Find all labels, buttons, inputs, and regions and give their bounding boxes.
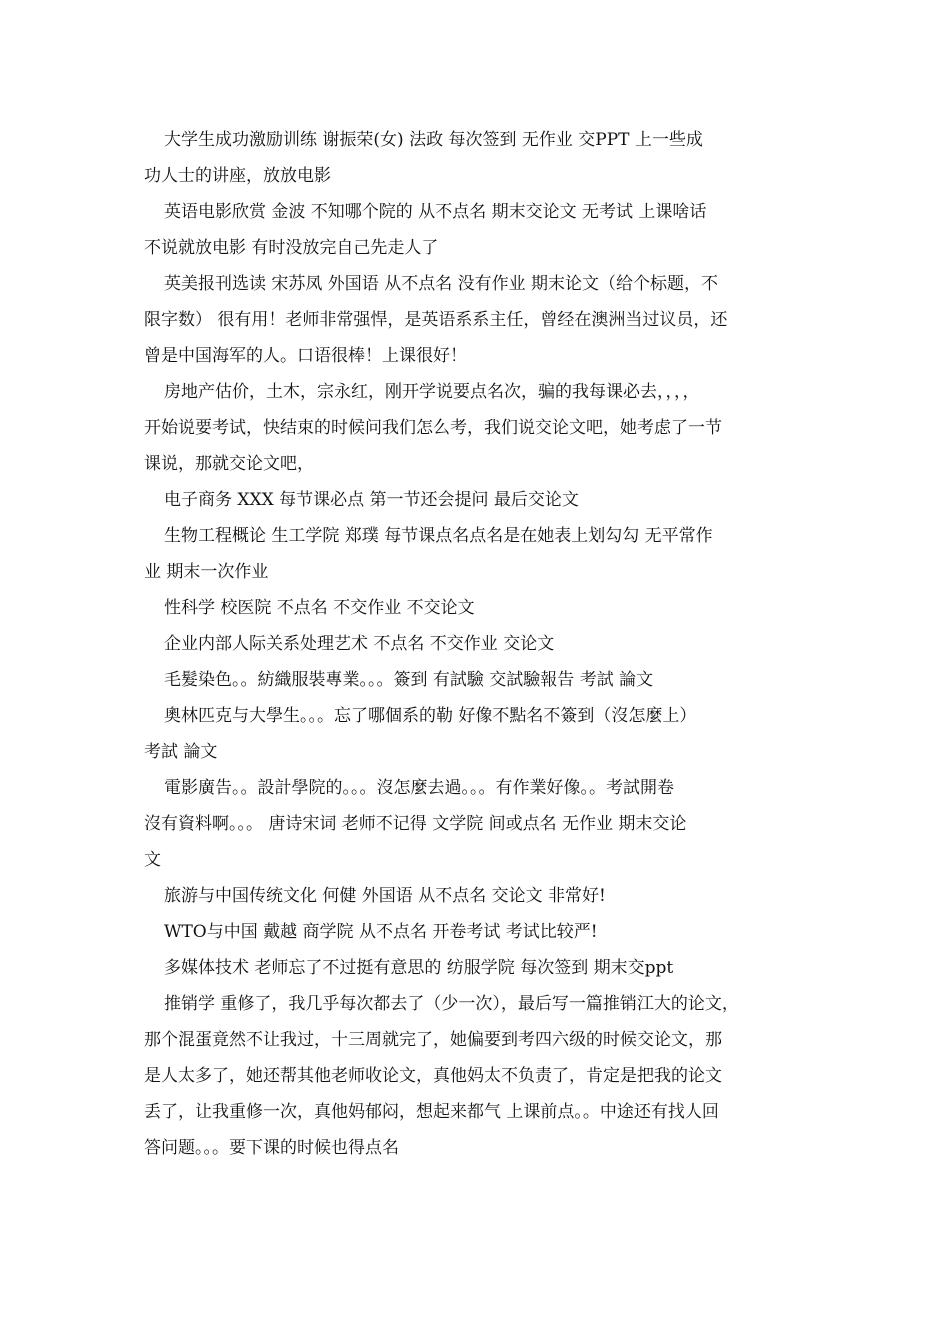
paragraph-continuation-line: 功人士的讲座，放放电影 xyxy=(144,166,331,186)
paragraph-first-line: 旅游与中国传统文化 何健 外国语 从不点名 交论文 非常好! xyxy=(164,886,606,906)
paragraph-first-line: 電影廣告。。設計學院的。。。沒怎麼去過。。。有作業好像。。考試開卷 xyxy=(164,778,674,798)
paragraph-first-line: 电子商务 XXX 每节课必点 第一节还会提问 最后交论文 xyxy=(164,490,579,510)
paragraph-first-line: 奧林匹克与大學生。。。忘了哪個系的勒 好像不點名不簽到（沒怎麼上） xyxy=(164,706,697,726)
document-body xyxy=(144,122,812,1166)
paragraph-first-line: 多媒体技术 老师忘了不过挺有意思的 纺服学院 每次签到 期末交ppt xyxy=(164,958,674,978)
paragraph-continuation-line: 那个混蛋竟然不让我过，十三周就完了，她偏要到考四六级的时候交论文，那 xyxy=(144,1030,722,1050)
paragraph-continuation-line: 文 xyxy=(144,850,161,870)
paragraph-first-line: 性科学 校医院 不点名 不交作业 不交论文 xyxy=(164,598,475,618)
paragraph-first-line: 房地产估价，土木，宗永红，刚开学说要点名次，骗的我每课必去，，，， xyxy=(164,382,700,402)
paragraph-continuation-line: 不说就放电影 有时没放完自己先走人了 xyxy=(144,238,439,258)
paragraph-first-line: 企业内部人际关系处理艺术 不点名 不交作业 交论文 xyxy=(164,634,555,654)
paragraph-continuation-line: 丢了，让我重修一次，真他妈郁闷，想起来都气 上课前点。。中途还有找人回 xyxy=(144,1102,719,1122)
paragraph-continuation-line: 考試 論文 xyxy=(144,742,218,762)
paragraph-first-line: 英语电影欣赏 金波 不知哪个院的 从不点名 期末交论文 无考试 上课啥话 xyxy=(164,202,707,222)
paragraph-continuation-line: 业 期末一次作业 xyxy=(144,562,269,582)
paragraph-continuation-line: 是人太多了，她还帮其他老师收论文，真他妈太不负责了，肯定是把我的论文 xyxy=(144,1066,722,1086)
paragraph-continuation-line: 沒有資料啊。。。 唐诗宋词 老师不记得 文学院 间或点名 无作业 期末交论 xyxy=(144,814,687,834)
paragraph-continuation-line: 答问题。。。要下课的时候也得点名 xyxy=(144,1138,399,1158)
paragraph-first-line: 大学生成功激励训练 谢振荣(女) 法政 每次签到 无作业 交PPT 上一些成 xyxy=(164,130,703,150)
paragraph-first-line: 推销学 重修了，我几乎每次都去了（少一次），最后写一篇推销江大的论文， xyxy=(164,994,739,1014)
paragraph-first-line: 生物工程概论 生工学院 郑璞 每节课点名点名是在她表上划勾勾 无平常作 xyxy=(164,526,713,546)
paragraph-continuation-line: 限字数） 很有用！老师非常强悍，是英语系系主任，曾经在澳洲当过议员，还 xyxy=(144,310,728,330)
paragraph-continuation-line: 曾是中国海军的人。口语很棒！上课很好！ xyxy=(144,346,467,366)
paragraph-first-line: 英美报刊选读 宋苏凤 外国语 从不点名 没有作业 期末论文（给个标题，不 xyxy=(164,274,719,294)
paragraph-continuation-line: 开始说要考试，快结束的时候问我们怎么考，我们说交论文吧，她考虑了一节 xyxy=(144,418,722,438)
paragraph-first-line: 毛髮染色。。紡織服裝專業。。。簽到 有試驗 交試驗報告 考試 論文 xyxy=(164,670,654,690)
paragraph-first-line: WTO与中国 戴越 商学院 从不点名 开卷考试 考试比较严! xyxy=(164,922,598,942)
paragraph-continuation-line: 课说，那就交论文吧， xyxy=(144,454,314,474)
